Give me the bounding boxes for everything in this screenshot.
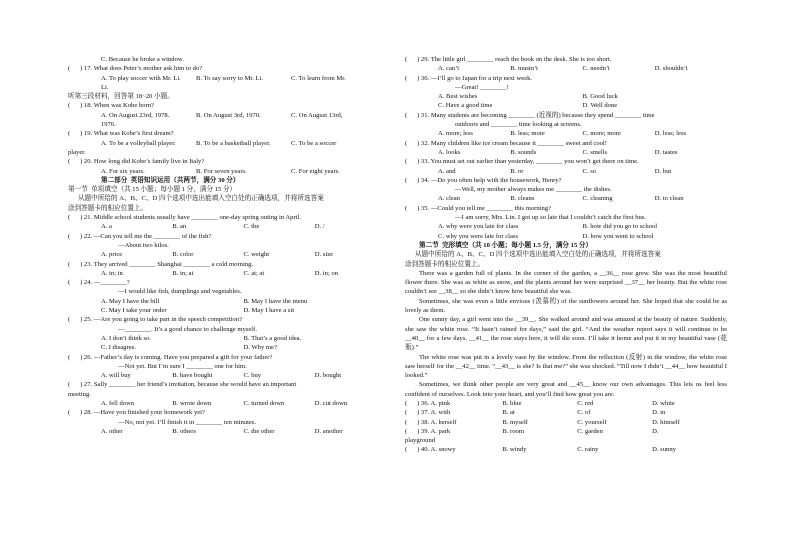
q39-opt-b: B. room [502, 427, 524, 435]
q22-opt-b: B. color [172, 251, 194, 259]
question-28: ( ) 28. —Have you finished your homework yet? [68, 409, 205, 417]
question-23: ( ) 23. They arrived ________ Shanghai ________ a cold morning. [68, 260, 254, 268]
q19-opt-a: A. To be a volleyball player. [101, 139, 176, 147]
q38-row [405, 418, 727, 427]
q35-options-row-1 [405, 222, 727, 231]
q30-opt-a: A. Best wishes [438, 93, 478, 101]
q29-opt-a: A. can’t [438, 65, 460, 73]
q27-options [68, 399, 386, 408]
q30-opt-b: B. Good luck [582, 93, 618, 101]
q40-row [405, 445, 727, 454]
q29-options [405, 64, 727, 73]
q24-opt-b: B. May I have the menu [243, 297, 308, 305]
question-24-response: —I would like fish, dumplings and vegetables. [118, 288, 242, 296]
q23-options [68, 269, 386, 278]
q19-opt-b: B. To be a basketball player. [196, 139, 271, 147]
q17-opt-a: A. To play soccer with Mr. Li. [101, 74, 181, 82]
q28-opt-b: B. others [172, 427, 197, 435]
question-20: ( ) 20. How long did Kobe’s family live in Italy? [68, 158, 205, 166]
q26-opt-c: C. buy [243, 372, 262, 380]
q27-opt-c: C. turned down [243, 399, 285, 407]
q33-opt-b: B. or [510, 167, 524, 175]
question-29: ( ) 29. The little girl ________ reach the book on the desk. She is too short. [405, 56, 612, 63]
question-40: ( ) 40. A. snowy [405, 446, 456, 454]
q25-opt-b: B. That’s a good idea. [243, 334, 302, 342]
q39-opt-d-tail: playground [405, 437, 436, 445]
q27-opt-a: A. fell down [101, 399, 135, 407]
part-2-title: 第二部分 英语知识运用（共两节，满分 30 分） [101, 176, 240, 184]
q24-options-row-2 [68, 306, 386, 315]
question-30-response: —Great! ________! [455, 83, 509, 91]
q37-opt-d: D. in [652, 409, 666, 417]
q18-opt-c-tail: 1976. [101, 121, 116, 129]
q37-row [405, 408, 727, 417]
question-35-response: —I am sorry, Mrs. Lin. I got up so late that I couldn’t catch the first bus. [455, 214, 646, 222]
q22-opt-c: C. weight [243, 251, 270, 259]
q35-opt-d: D. how you went to school [582, 232, 654, 240]
question-19: ( ) 19. What was Kobe’s first dream? [68, 130, 174, 138]
q18-opt-c: C. On August 13rd, [291, 111, 343, 119]
q19-opt-c-tail: player. [68, 148, 86, 156]
q34-opt-b: B. cleans [510, 195, 535, 203]
q25-options-row-1 [68, 334, 386, 343]
q17-opt-c-tail: Li. [101, 83, 109, 91]
q38-opt-b: B. myself [502, 418, 528, 426]
part-2-instruction-1: 从题中所给的 A、B、C、D 四个选项中选出能填入空白处的正确选项，并将所选答案 [78, 195, 324, 203]
q33-opt-c: C. so [582, 167, 597, 175]
question-36: ( ) 36. A. pink [405, 399, 451, 407]
passage-paragraph-1: There was a garden full of plants. In the corner of the garden, a __36__ rose grew. She was the most beautiful flower there. She was as white as snow, and the plants around her were surprised __37__ her beauty. But the white rose couldn’t see __38__ so she didn’t know how beautiful she was. [405, 269, 727, 296]
question-22-response: —About two kilos. [118, 241, 169, 249]
passage-paragraph-5: Sometimes, we think other people are very great and __45__ know our own advantages. This lets us feel less confident of ourselves. Look into your heart, and you’ll find how great you are. [405, 381, 727, 398]
q34-opt-c: C. cleaning [582, 195, 613, 203]
q20-options [68, 167, 386, 176]
q29-opt-b: B. mustn’t [510, 65, 538, 73]
question-34-response: —Well, my mother always makes me ________ the dishes. [455, 186, 612, 194]
question-28-response: —No, not yet. I’ll finish it in ________ ten minutes. [118, 418, 257, 426]
q39-opt-d: D. [652, 427, 659, 435]
question-25-response: —________. It’s a good chance to challenge myself. [118, 325, 257, 333]
question-32: ( ) 32. Many children like ice cream because it ________ sweet and cool! [405, 139, 607, 147]
q40-opt-b: B. windy [502, 446, 527, 454]
q23-opt-b: B. in; at [172, 269, 194, 277]
q32-options [405, 148, 727, 157]
q36-opt-b: B. blue [502, 399, 522, 407]
q31-opt-c: C. more; more [582, 130, 621, 138]
question-17: ( ) 17. What does Peter’s mother ask him to do? [68, 65, 203, 73]
q26-opt-a: A. will buy [101, 372, 131, 380]
q21-opt-b: B. an [172, 223, 187, 231]
q31-opt-b: B. less; more [510, 130, 545, 138]
q24-opt-c: C. May I take your order [101, 307, 167, 315]
q20-opt-c: C. For eight years. [291, 167, 340, 175]
question-38: ( ) 38. A. herself [405, 418, 457, 426]
q40-opt-d: D. sunny [652, 446, 676, 454]
q28-options [68, 427, 386, 436]
question-22: ( ) 22. —Can you tell me the ________ of the fish? [68, 232, 212, 240]
q31-opt-a: A. more; less [438, 130, 473, 138]
question-26-response: —Not yet. But I’m sure I ________ one for him. [118, 362, 247, 370]
passage-paragraph-2: Sometimes, she was even a little envious (羡慕的) of the sunflowers around her. She hoped that she could be as lovely as them. [405, 297, 727, 315]
q38-opt-c: C. yourself [577, 418, 607, 426]
left-column [68, 55, 386, 436]
q21-opt-a: A. a [101, 223, 112, 231]
q40-opt-c: C. rainy [577, 446, 599, 454]
q26-opt-d: D. bought [314, 372, 342, 380]
q23-opt-d: D. in; on [314, 269, 339, 277]
q25-opt-a: A. I don’t think so. [101, 334, 152, 342]
q37-opt-b: B. at [502, 409, 515, 417]
part-2-instruction-2: 涂到答题卡的相应位置上。 [68, 204, 148, 212]
q21-opt-c: C. the [243, 223, 260, 231]
q36-row [405, 399, 727, 408]
q34-opt-d: D. to clean [654, 195, 684, 203]
q32-opt-c: C. smells [582, 148, 608, 156]
listening-section-3: 听第三段材料，回答第 18~20 小题。 [68, 93, 174, 101]
q38-opt-d: D. himself [652, 418, 680, 426]
q28-opt-d: D. another [314, 427, 343, 435]
q25-opt-d: D. Why me? [243, 344, 277, 352]
q32-opt-a: A. looks [438, 148, 461, 156]
question-21: ( ) 21. Middle school students usually have ________ one-day spring outing in April. [68, 214, 301, 222]
q16-option-c: C. Because he broke a window. [101, 56, 184, 63]
question-25: ( ) 25. —Are you going to take part in the speech competition? [68, 316, 242, 324]
q28-opt-a: A. other [101, 427, 123, 435]
question-30: ( ) 30. —I’ll go to Japan for a trip next week. [405, 74, 533, 82]
q34-options [405, 194, 727, 203]
q18-opt-a: A. On August 23rd, 1978. [101, 111, 170, 119]
question-35: ( ) 35. —Could you tell me ________ this morning? [405, 204, 551, 212]
q36-opt-d: D. white [652, 399, 675, 407]
q36-opt-c: C. red [577, 399, 594, 407]
q21-options [68, 222, 386, 231]
q24-opt-d: D. May I have a sit [243, 307, 295, 315]
question-31: ( ) 31. Many students are becoming ________ (近视的) because they spend ________ time [405, 111, 655, 119]
section-2-instruction-2: 涂到答题卡的相应位置上。 [405, 260, 485, 268]
q32-opt-b: B. sounds [510, 148, 537, 156]
q18-opt-b: B. On August 3rd, 1970. [196, 111, 261, 119]
q32-opt-d: D. tastes [654, 148, 678, 156]
q31-options [405, 129, 727, 138]
q24-opt-a: A. May I have the bill [101, 297, 160, 305]
q30-opt-c: C. Have a good time [438, 102, 493, 110]
question-37: ( ) 37. A. with [405, 409, 451, 417]
q21-opt-d: D. / [314, 223, 325, 231]
q33-opt-d: D. but [654, 167, 672, 175]
question-31-line-2: outdoors and ________ time looking at screens. [455, 121, 582, 129]
section-2-title: 第二节 完形填空（共 10 小题；每小题 1.5 分，满分 15 分） [419, 241, 593, 249]
question-24: ( ) 24. —________? [68, 279, 130, 287]
right-column [405, 55, 727, 455]
q26-opt-b: B. have bought [172, 372, 213, 380]
q24-options-row-1 [68, 297, 386, 306]
q17-options [68, 74, 386, 83]
q29-opt-d: D. shouldn’t [654, 65, 688, 73]
q27-opt-b: B. wrote down [172, 399, 212, 407]
q20-opt-a: A. For six years. [101, 167, 145, 175]
q22-opt-d: D. size [314, 251, 334, 259]
question-27-tail: meeting. [68, 390, 91, 398]
question-34: ( ) 34. —Do you often help with the housework, Henry? [405, 176, 562, 184]
q17-opt-b: B. To say sorry to Mr. Li. [196, 74, 264, 82]
q35-options-row-2 [405, 232, 727, 241]
q27-opt-d: D. cut down [314, 399, 348, 407]
q30-options-row-1 [405, 92, 727, 101]
q18-options [68, 111, 386, 120]
section-2-instruction-1: 从题中所给的 A、B、C、D 四个选项中选出能填入空白处的正确选项，并将所选答案 [415, 251, 661, 259]
q35-opt-c: C. why you were late for class [438, 232, 519, 240]
q23-opt-a: A. in; in [101, 269, 123, 277]
q17-opt-c: C. To learn from Mr. [291, 74, 346, 82]
passage-paragraph-4: The white rose was put in a lovely vase by the window. From the reflection (反射) in the window, the white rose saw herself for the __42__ time. “__43__ is she? Is that me?” she was shocked. “Till now I didn’t __44__ how beautiful I looked.” [405, 353, 727, 380]
q25-options-row-2 [68, 343, 386, 352]
q19-options [68, 139, 386, 148]
question-18: ( ) 18. When was Kobe born? [68, 102, 154, 110]
q20-opt-b: B. For seven years. [196, 167, 247, 175]
q30-options-row-2 [405, 101, 727, 110]
question-26: ( ) 26. —Father’s day is coming. Have you prepared a gift for your father? [68, 353, 273, 361]
q25-opt-c: C. I disagree. [101, 344, 137, 352]
q22-opt-a: A. price [101, 251, 123, 259]
part-2-section-1: 第一节 单项填空（共 15 小题；每小题 1 分，满分 15 分） [68, 186, 237, 194]
q35-opt-a: A. why were you late for class [438, 223, 519, 231]
q37-opt-c: C. of [577, 409, 591, 417]
q19-opt-c: C. To be a soccer [291, 139, 337, 147]
q39-opt-c: C. garden [577, 427, 603, 435]
q31-opt-d: D. less; less [654, 130, 687, 138]
question-33: ( ) 33. You must set out earlier than yesterday, ________ you won’t get there on time. [405, 158, 639, 166]
question-39: ( ) 39. A. park [405, 427, 451, 435]
q22-options [68, 250, 386, 259]
q23-opt-c: C. at; at [243, 269, 265, 277]
q33-opt-a: A. and [438, 167, 456, 175]
q33-options [405, 167, 727, 176]
q28-opt-c: C. the other [243, 427, 275, 435]
question-27: ( ) 27. Sally ________ her friend’s invitation, because she would have an important [68, 381, 297, 389]
q30-opt-d: D. Well done [582, 102, 618, 110]
passage-paragraph-3: One sunny day, a girl went into the __39__. She walked around and was amazed at the beauty of nature. Suddenly, she saw the white rose. “It hasn’t rained for days,” said the girl. “And the weather report says it will continue to be __40__ for a few days. __41__ the rose stays here, it will die soon. I’ll take it home and put it in my beautiful vase (花瓶).” [405, 316, 727, 352]
q35-opt-b: B. how did you go to school [582, 223, 658, 231]
q39-row [405, 427, 727, 436]
q26-options [68, 371, 386, 380]
q34-opt-a: A. clean [438, 195, 460, 203]
q29-opt-c: C. needn’t [582, 65, 610, 73]
